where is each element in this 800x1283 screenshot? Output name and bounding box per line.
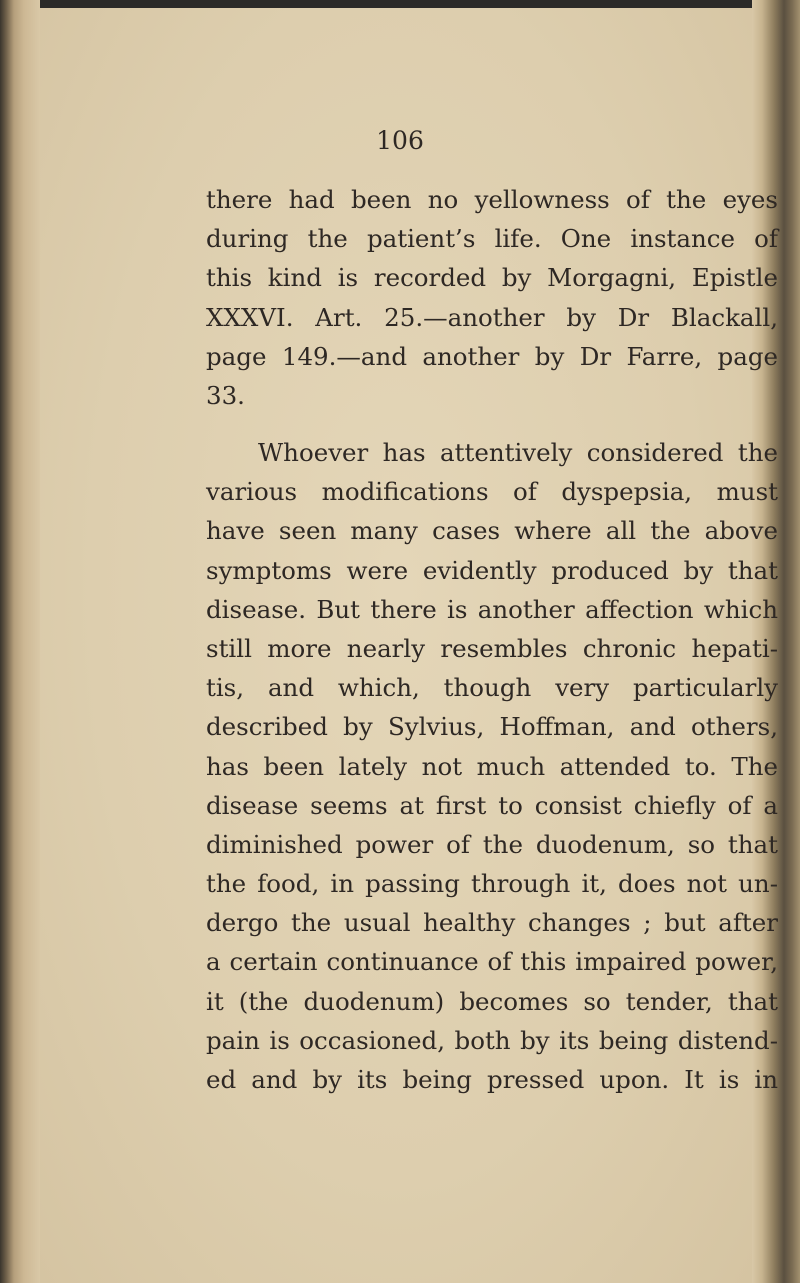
text-line: during the patient’s life. One instance of [206,224,778,254]
text-line: this kind is recorded by Morgagni, Epistle [206,263,778,293]
text-line: a certain continuance of this impaired power, [206,947,778,977]
text-line: symptoms were evidently produced by that [206,555,778,585]
left-binding-edge [0,0,40,1283]
text-line: pain is occasioned, both by its being distend- [206,1025,778,1055]
text-line: various modifications of dyspepsia, must [206,477,778,507]
text-line: 33. [206,380,245,410]
page-number: 106 [376,126,424,155]
text-line: ed and by its being pressed upon. It is in [206,1065,778,1094]
text-line: diminished power of the duodenum, so that [206,829,778,859]
text-line: it (the duodenum) becomes so tender, that [206,986,778,1016]
scan-top-edge [0,0,800,8]
text-line: dergo the usual healthy changes ; but after [206,908,778,938]
text-line: XXXVI. Art. 25.—another by Dr Blackall, [206,302,778,332]
text-line: has been lately not much attended to. The [206,751,778,781]
paragraph-2 [206,433,778,1099]
text-line: page 149.—and another by Dr Farre, page [206,341,778,371]
text-line: there had been no yellowness of the eyes [206,185,778,214]
text-line: disease. But there is another affection which [206,594,778,624]
text-line: described by Sylvius, Hoffman, and others, [206,712,778,742]
text-line: tis, and which, though very particularly [206,673,778,703]
text-line: Whoever has attentively considered the [258,438,778,467]
text-line: have seen many cases where all the above [206,516,778,546]
paragraph-1 [206,180,778,415]
text-line: the food, in passing through it, does not un- [206,869,778,899]
text-line: still more nearly resembles chronic hepati- [206,633,778,663]
text-line: disease seems at first to consist chiefly of a [206,790,778,820]
